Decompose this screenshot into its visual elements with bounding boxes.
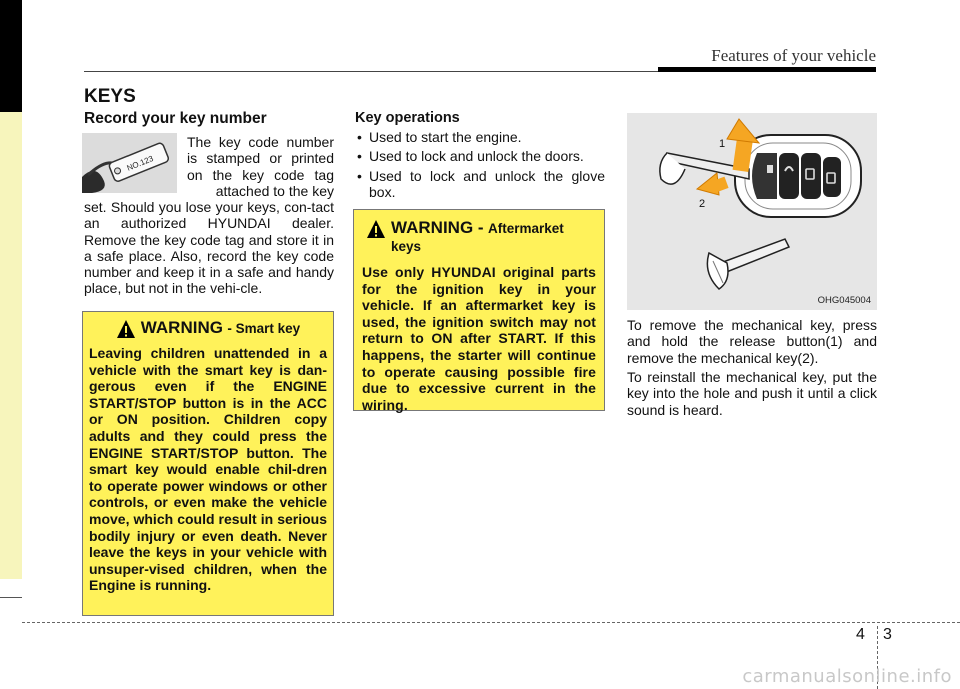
warning-smart-body: Leaving children unattended in a vehicle with the smart key is dan-gerous even if the ENGINE START/STOP button is in the ACC or ON position. Children copy adults and they could press the ENGINE START/STOP button. The smart key would enable chil-dren to operate power windows or other controls, or even make the vehicle move, which could result in serious bodily injury or even death. Never leave the keys in your vehicle with unsuper-vised children, when the Engine is running. bbox=[89, 345, 327, 594]
warning-aftermarket-body: Use only HYUNDAI original parts for the ignition key in your vehicle. If an aftermarket key is used, the ignition switch may not return to ON after START. If this happens, the starter will continue to operate causing possible fire due to excessive current in the wiring. bbox=[362, 264, 596, 413]
operations-heading: Key operations bbox=[355, 110, 460, 126]
key-tag-image bbox=[82, 133, 177, 193]
reinstall-instructions: To reinstall the mechanical key, put the key into the hole and push it until a click sound is heard. bbox=[627, 369, 877, 418]
chapter-tab-black bbox=[0, 0, 22, 112]
warning-label: WARNING bbox=[140, 318, 223, 337]
footer-rule bbox=[22, 622, 960, 623]
warning-smart-header bbox=[89, 318, 327, 339]
list-item: • Used to lock and unlock the glove box. bbox=[355, 168, 605, 201]
header-rule-thick bbox=[658, 67, 876, 72]
callout-2: 2 bbox=[699, 198, 706, 210]
remove-instructions: To remove the mechanical key, press and hold the release button(1) and remove the mechanical key(2). bbox=[627, 317, 877, 366]
warning-triangle-icon bbox=[116, 319, 136, 339]
warning-triangle-icon bbox=[366, 219, 386, 239]
warning-subtitle: - Smart key bbox=[227, 321, 301, 336]
callout-1: 1 bbox=[719, 138, 726, 150]
chapter-tab-yellow bbox=[0, 112, 22, 579]
smart-key-figure bbox=[627, 113, 877, 310]
warning-aftermarket-header bbox=[362, 218, 596, 256]
warning-subtitle: Aftermarket keys bbox=[391, 221, 564, 254]
page-title: KEYS bbox=[84, 86, 136, 107]
tag-label: NO.123 bbox=[125, 154, 155, 173]
record-heading: Record your key number bbox=[84, 110, 267, 127]
list-item: • Used to lock and unlock the doors. bbox=[355, 148, 605, 164]
warning-aftermarket-keys bbox=[353, 209, 605, 411]
chapter-number: 4 bbox=[856, 626, 865, 643]
list-item: • Used to start the engine. bbox=[355, 129, 605, 145]
page-number: 3 bbox=[883, 626, 892, 643]
record-paragraph: set. Should you lose your keys, con-tact an authorized HYUNDAI dealer. Remove the key code tag and store it in a safe place. Also, record the key code number and keep it in a safe and handy place, but not in the vehi-cle. bbox=[84, 199, 334, 297]
smart-key-illustration bbox=[627, 113, 877, 310]
operations-list bbox=[355, 129, 605, 203]
warning-label: WARNING - bbox=[391, 218, 484, 237]
record-intro: The key code number is stamped or printed on the key code tag attached to the key bbox=[187, 134, 334, 199]
figure-code: OHG045004 bbox=[817, 295, 871, 306]
warning-smart-key bbox=[82, 311, 334, 616]
side-divider bbox=[0, 597, 22, 598]
running-header: Features of your vehicle bbox=[711, 46, 876, 65]
watermark: carmanualsonline.info bbox=[742, 666, 952, 687]
